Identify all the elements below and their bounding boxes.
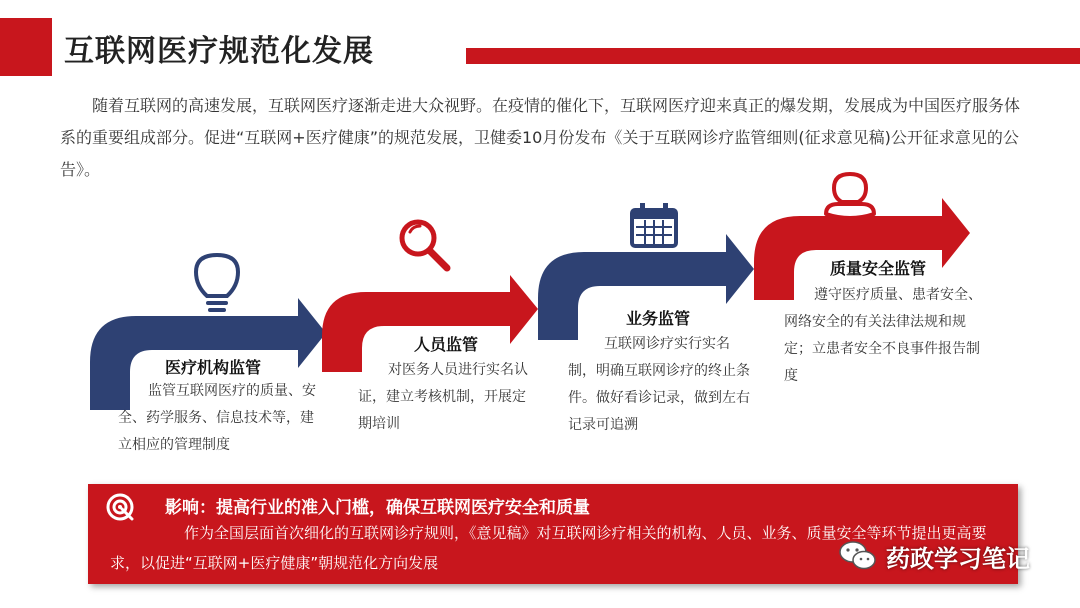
step-4-title: 质量安全监管 bbox=[830, 259, 927, 278]
impact-title: 影响：提高行业的准入门槛，确保互联网医疗安全和质量 bbox=[165, 498, 590, 518]
intro-paragraph: 随着互联网的高速发展，互联网医疗逐渐走进大众视野。在疫情的催化下，互联网医疗迎来真正的爆发期，发展成为中国医疗服务体系的重要组成部分。促进“互联网+医疗健康”的规范发展，卫健委10月份发布《关于互联网诊疗监管细则(征求意见稿)公开征求意见的公告》。 bbox=[60, 96, 1021, 179]
watermark bbox=[838, 536, 1030, 576]
step-3-title: 业务监管 bbox=[626, 309, 691, 328]
step-1-title: 医疗机构监管 bbox=[165, 358, 262, 377]
lightbulb-icon bbox=[196, 255, 238, 310]
calendar-icon bbox=[632, 203, 676, 246]
watermark-text: 药政学习笔记 bbox=[886, 544, 1030, 573]
wechat-icon bbox=[838, 539, 878, 573]
step-1-description: 监管互联网医疗的质量、安全、药学服务、信息技术等，建立相应的管理制度 bbox=[118, 383, 316, 453]
step-4-description: 遵守医疗质量、患者安全、网络安全的有关法律法规和规定；立患者安全不良事件报告制度 bbox=[784, 287, 982, 384]
step-2-description: 对医务人员进行实名认证，建立考核机制，开展定期培训 bbox=[358, 362, 528, 432]
impact-body: 作为全国层面首次细化的互联网诊疗规则，《意见稿》对互联网诊疗相关的机构、人员、业务、质量安全等环节提出更高要求，以促进“互联网+医疗健康”朝规范化方向发展 bbox=[110, 524, 987, 572]
step-3-description: 互联网诊疗实行实名制，明确互联网诊疗的终止条件。做好看诊记录，做到左右记录可追溯 bbox=[568, 336, 750, 433]
page-title: 互联网医疗规范化发展 bbox=[64, 34, 374, 69]
user-icon bbox=[826, 174, 874, 218]
magnifier-icon bbox=[402, 222, 447, 268]
step-2-title: 人员监管 bbox=[414, 335, 479, 354]
